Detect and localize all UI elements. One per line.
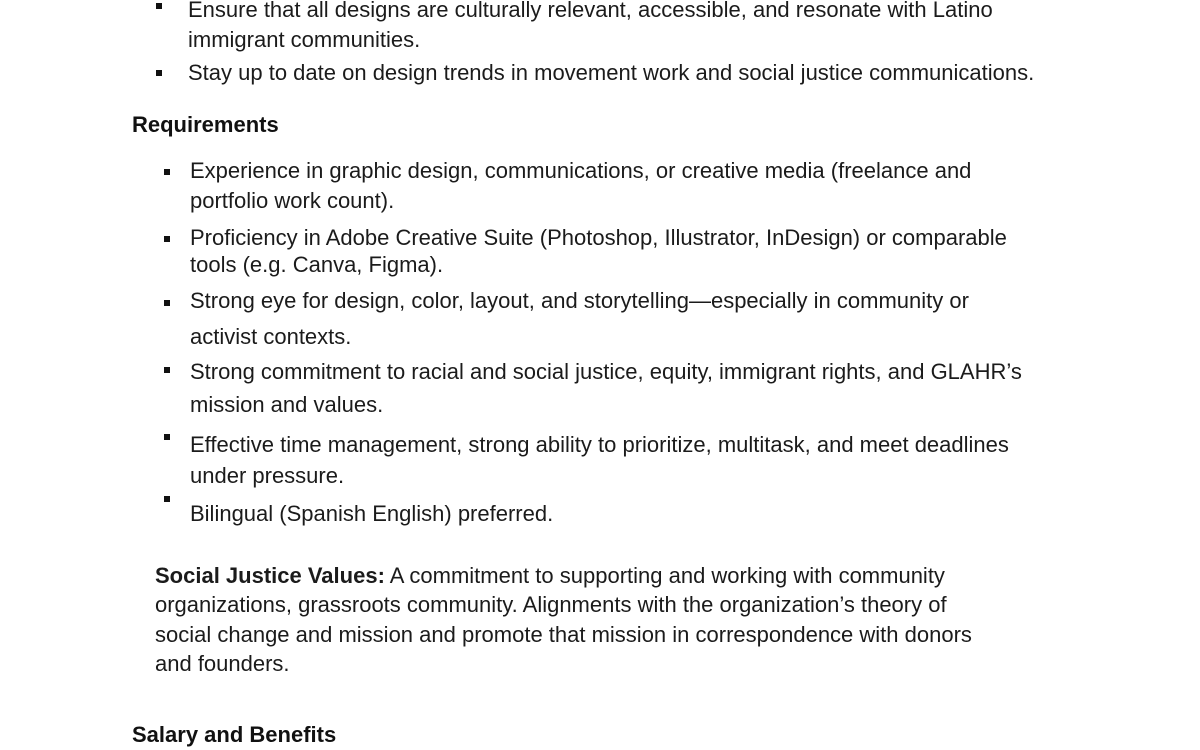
requirements-heading: Requirements xyxy=(132,112,279,137)
list-bullet xyxy=(164,367,170,373)
list-bullet xyxy=(164,169,170,175)
list-item-line: tools (e.g. Canva, Figma). xyxy=(190,252,444,277)
list-bullet xyxy=(164,496,170,502)
list-bullet xyxy=(164,434,170,440)
list-item-line: Proficiency in Adobe Creative Suite (Photoshop, Illustrator, InDesign) or comparable xyxy=(190,225,1007,250)
social-justice-label: Social Justice Values: xyxy=(155,563,385,588)
paragraph-line xyxy=(155,562,945,590)
list-item-line: immigrant communities. xyxy=(188,27,421,52)
list-bullet xyxy=(156,3,162,9)
list-item-line: Ensure that all designs are culturally relevant, accessible, and resonate with Latino xyxy=(188,0,993,22)
list-bullet xyxy=(164,300,170,306)
paragraph-line: organizations, grassroots community. Alignments with the organization’s theory of xyxy=(155,592,947,617)
list-item-line: Stay up to date on design trends in movement work and social justice communications. xyxy=(188,60,1035,85)
list-item-line: Strong commitment to racial and social justice, equity, immigrant rights, and GLAHR’s xyxy=(190,359,1022,384)
list-bullet xyxy=(156,70,162,76)
list-bullet xyxy=(164,236,170,242)
list-item-line: Bilingual (Spanish English) preferred. xyxy=(190,501,554,526)
list-item-line: portfolio work count). xyxy=(190,188,395,213)
list-item-line: Strong eye for design, color, layout, and storytelling—especially in community or xyxy=(190,288,969,313)
list-item-line: under pressure. xyxy=(190,463,345,488)
list-item-line: activist contexts. xyxy=(190,324,352,349)
salary-heading: Salary and Benefits xyxy=(132,722,337,747)
paragraph-line: and founders. xyxy=(155,651,290,676)
list-item-line: Effective time management, strong ability to prioritize, multitask, and meet deadlines xyxy=(190,432,1009,457)
paragraph-text: A commitment to supporting and working with community xyxy=(384,563,945,588)
list-item-line: Experience in graphic design, communications, or creative media (freelance and xyxy=(190,158,972,183)
list-item-line: mission and values. xyxy=(190,392,384,417)
paragraph-line: social change and mission and promote that mission in correspondence with donors xyxy=(155,622,972,647)
